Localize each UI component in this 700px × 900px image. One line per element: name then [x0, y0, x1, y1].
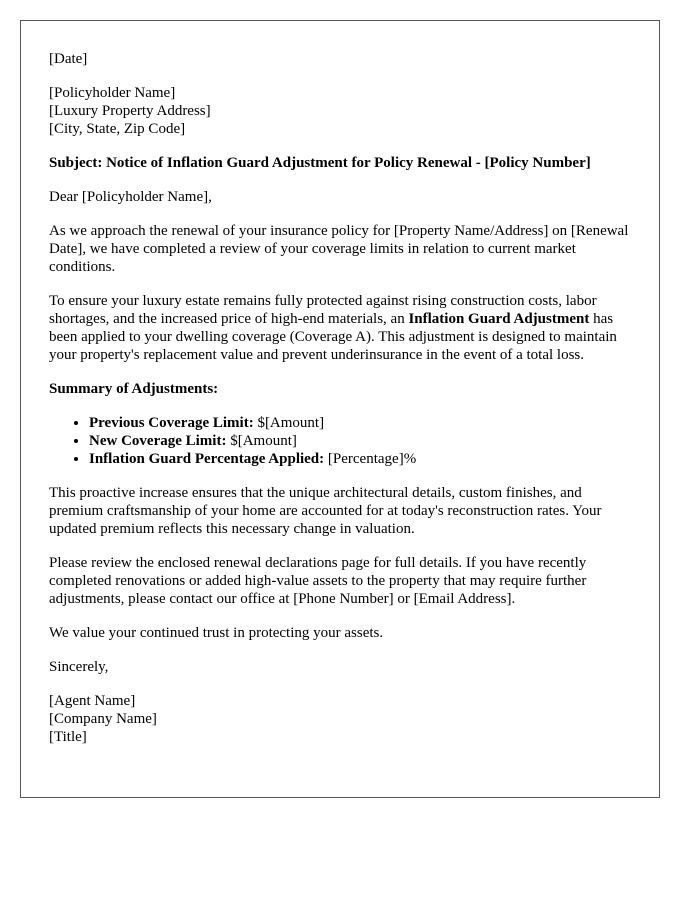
subject-line: Subject: Notice of Inflation Guard Adjustment for Policy Renewal - [Policy Number]: [49, 155, 591, 171]
adjustments-list: [49, 414, 631, 468]
paragraph-inflation-guard: [49, 292, 631, 364]
recipient-name: [Policyholder Name]: [49, 85, 176, 101]
adjustment-label: Previous Coverage Limit:: [89, 415, 254, 431]
list-item: [89, 414, 631, 432]
adjustment-value: [Percentage]%: [324, 451, 417, 467]
salutation: Dear [Policyholder Name],: [49, 189, 212, 205]
paragraph-proactive-increase: This proactive increase ensures that the unique architectural details, custom finishes, and premium craftsmanship of your home are accounted for at today's reconstruction rates. Your updated premium reflects this necessary change in valuation.: [49, 485, 602, 537]
agent-name: [Agent Name]: [49, 693, 136, 709]
list-item: [89, 450, 631, 468]
paragraph-trust: We value your continued trust in protecting your assets.: [49, 625, 384, 641]
agent-title: [Title]: [49, 729, 87, 745]
adjustment-value: $[Amount]: [253, 415, 325, 431]
letter-document: [20, 20, 660, 798]
recipient-block: [49, 84, 631, 138]
paragraph-inflation-guard-after: has been applied to your dwelling coverage (Coverage A). This adjustment is designed to maintain your property's replacement value and prevent underinsurance in the event of a total loss.: [49, 311, 617, 363]
letter-date: [Date]: [49, 51, 88, 67]
adjustment-value: $[Amount]: [226, 433, 297, 449]
recipient-city-state-zip: [City, State, Zip Code]: [49, 121, 186, 137]
list-item: [89, 432, 631, 450]
paragraph-inflation-guard-before: To ensure your luxury estate remains fully protected against rising construction costs, labor shortages, and the increased price of high-end materials, an: [49, 293, 597, 327]
summary-heading: Summary of Adjustments:: [49, 381, 219, 397]
adjustment-label: Inflation Guard Percentage Applied:: [89, 451, 325, 467]
inflation-guard-adjustment-term: Inflation Guard Adjustment: [408, 311, 590, 327]
paragraph-review-declarations: Please review the enclosed renewal declarations page for full details. If you have recently completed renovations or added high-value assets to the property that may require further adjustments, please contact our office at [Phone Number] or [Email Address].: [49, 555, 587, 607]
company-name: [Company Name]: [49, 711, 157, 727]
adjustment-label: New Coverage Limit:: [89, 433, 227, 449]
paragraph-renewal-review: As we approach the renewal of your insurance policy for [Property Name/Address] on [Renewal Date], we have completed a review of your coverage limits in relation to current market conditions.: [49, 223, 629, 275]
signature-block: [49, 692, 631, 746]
closing: Sincerely,: [49, 659, 109, 675]
recipient-address: [Luxury Property Address]: [49, 103, 211, 119]
